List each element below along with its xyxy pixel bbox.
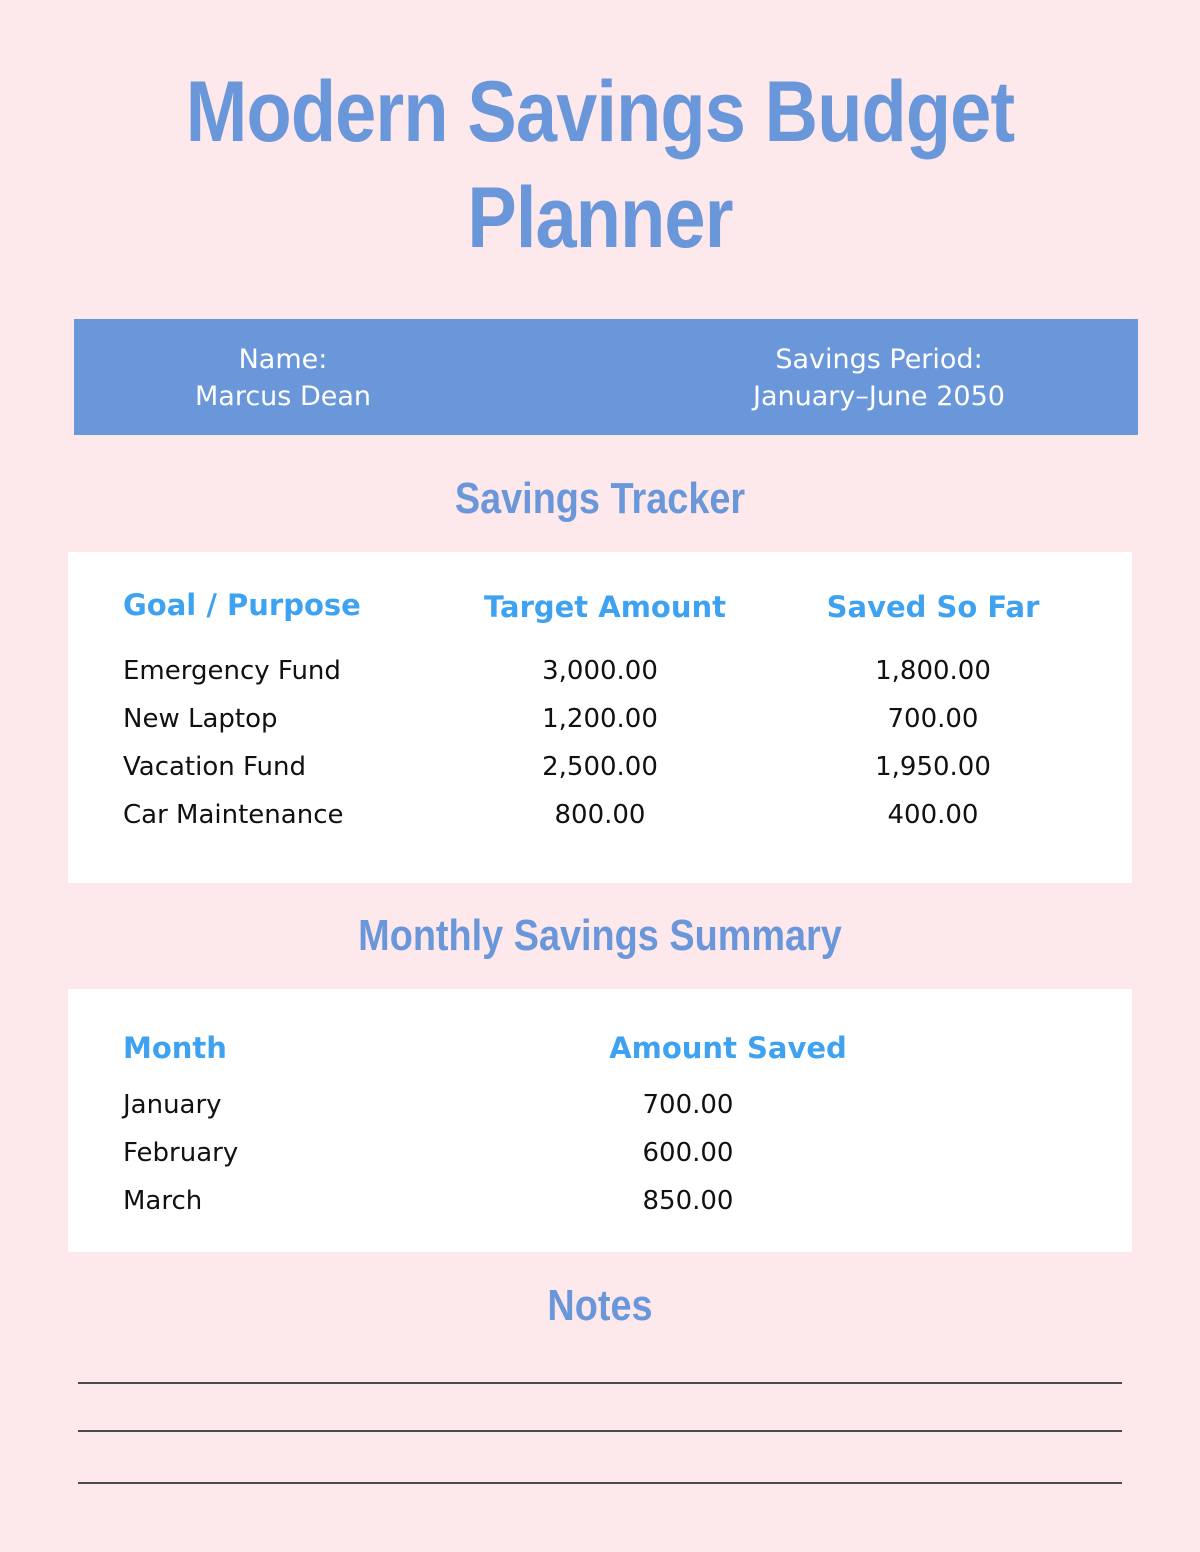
month-cell: March [123, 1186, 203, 1216]
saved-cell: 400.00 [887, 800, 979, 830]
target-cell: 3,000.00 [542, 656, 658, 686]
target-cell: 800.00 [554, 800, 646, 830]
column-header-saved: Saved So Far [826, 590, 1040, 624]
info-bar [74, 319, 1138, 435]
goal-cell: Vacation Fund [123, 752, 306, 782]
savings-period-value: January–June 2050 [753, 381, 1005, 412]
month-cell: February [123, 1138, 239, 1168]
column-header-amount: Amount Saved [609, 1031, 847, 1065]
column-header-goal: Goal / Purpose [123, 588, 361, 622]
column-header-target: Target Amount [483, 590, 727, 624]
goal-cell: Car Maintenance [123, 800, 344, 830]
goal-cell: New Laptop [123, 704, 278, 734]
amount-cell: 600.00 [642, 1138, 734, 1168]
saved-cell: 1,800.00 [875, 656, 991, 686]
savings-period-label: Savings Period: [775, 344, 983, 375]
saved-cell: 700.00 [887, 704, 979, 734]
monthly-summary-table [68, 989, 1132, 1252]
notes-line[interactable] [78, 1382, 1122, 1384]
page-title-line-2: Planner [467, 170, 733, 266]
target-cell: 2,500.00 [542, 752, 658, 782]
notes-line[interactable] [78, 1430, 1122, 1432]
amount-cell: 700.00 [642, 1090, 734, 1120]
monthly-summary-heading: Monthly Savings Summary [358, 911, 842, 960]
name-value: Marcus Dean [194, 381, 371, 412]
goal-cell: Emergency Fund [123, 656, 341, 686]
savings-tracker-heading: Savings Tracker [454, 474, 746, 523]
target-cell: 1,200.00 [542, 704, 658, 734]
savings-period-block [684, 341, 1074, 415]
notes-line[interactable] [78, 1482, 1122, 1484]
page-title-line-1: Modern Savings Budget [185, 64, 1015, 160]
month-cell: January [123, 1090, 222, 1120]
savings-tracker-table [68, 552, 1132, 883]
notes-heading: Notes [547, 1281, 653, 1330]
name-label: Name: [238, 344, 328, 375]
column-header-month: Month [123, 1031, 227, 1065]
amount-cell: 850.00 [642, 1186, 734, 1216]
name-block [134, 341, 432, 415]
saved-cell: 1,950.00 [875, 752, 991, 782]
